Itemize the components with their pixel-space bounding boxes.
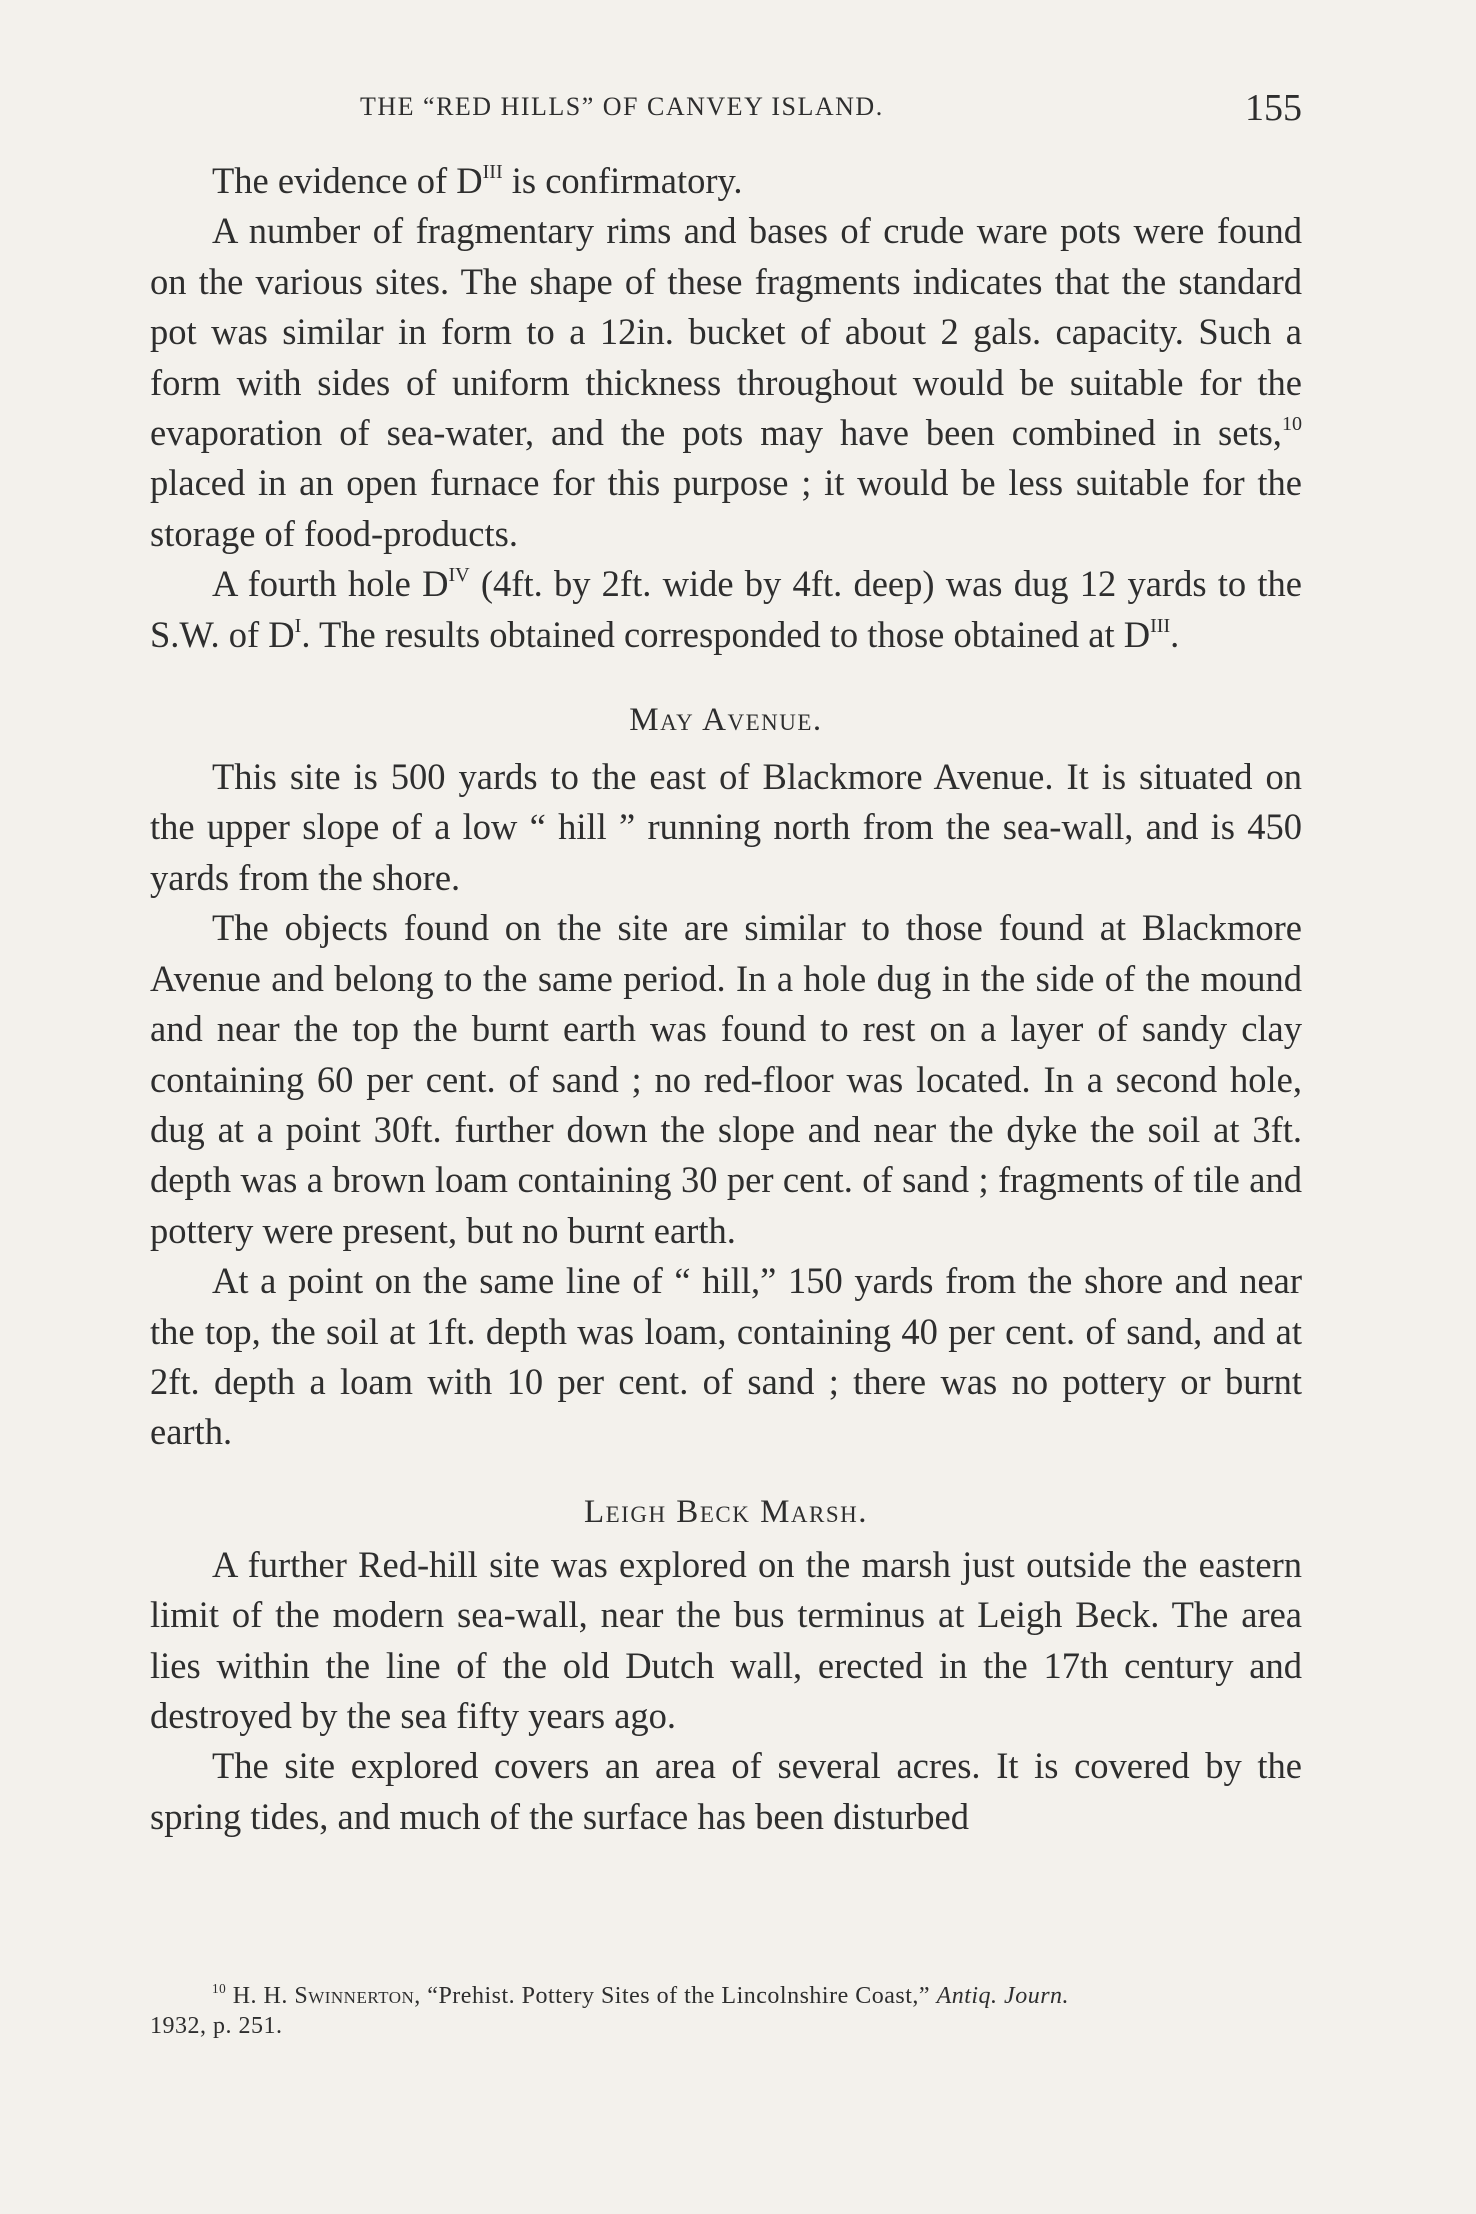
paragraph: The objects found on the site are similar to those found at Blackmore Avenue and belong to the same period. In a hole dug in the side of the mound and near the top the burnt earth was found to rest on a layer of sandy clay containing 60 per cent. of sand ; no red-floor was located. In a second hole, dug at a point 30ft. further down the slope and near the dyke the soil at 3ft. depth was a brown loam containing 30 per cent. of sand ; fragments of tile and pottery were present, but no burnt earth.	[150, 907, 1302, 1251]
footnote-journal: Antiq. Journ.	[936, 1983, 1070, 2009]
section-heading-leigh-beck-marsh: Leigh Beck Marsh.	[583, 1493, 869, 1530]
running-head	[150, 86, 1302, 156]
section-heading-may-avenue: May Avenue.	[629, 702, 823, 739]
superscript: IV	[448, 564, 470, 587]
footnote	[150, 1981, 1302, 2041]
footnote-author: H. H. Swinnerton,	[232, 1983, 421, 2009]
paragraph	[150, 156, 1302, 206]
text-run: is confirmatory.	[502, 160, 743, 201]
paragraph: At a point on the same line of “ hill,” 150 yards from the shore and near the top, the soil at 1ft. depth was loam, containing 40 per cent. of sand, and at 2ft. depth a loam with 10 per cent. of sand ; there was no pottery or burnt earth.	[150, 1260, 1302, 1453]
paragraph: A further Red-hill site was explored on the marsh just outside the eastern limit of the modern sea-wall, near the bus terminus at Leigh Beck. The area lies within the line of the old Dutch wall, erected in the 17th century and destroyed by the sea fifty years ago.	[150, 1543, 1302, 1736]
paragraph	[150, 206, 1302, 559]
footnote-title: “Prehist. Pottery Sites of the Lincolnshire Coast,”	[420, 1983, 937, 2009]
text-run: The evidence of D	[212, 160, 483, 201]
body-text	[150, 156, 1302, 1842]
running-title: THE “RED HILLS” OF CANVEY ISLAND.	[360, 92, 884, 121]
superscript: III	[1150, 614, 1171, 637]
paragraph	[150, 559, 1302, 660]
paragraph: The site explored covers an area of several acres. It is covered by the spring tides, and much of the surface has been disturbed	[150, 1745, 1302, 1837]
page-number: 155	[1245, 87, 1302, 129]
text-run: . The results obtained corresponded to those obtained at D	[301, 613, 1151, 655]
superscript: I	[294, 614, 302, 637]
footnote-ref[interactable]: 10	[1281, 412, 1302, 435]
text-run: A fourth hole D	[212, 563, 449, 605]
text-run: .	[1170, 613, 1180, 655]
footnote-number: 10	[212, 1981, 227, 1997]
page	[150, 86, 1302, 2126]
paragraph: This site is 500 yards to the east of Blackmore Avenue. It is situated on the upper slope of a low “ hill ” running north from the sea-wall, and is 450 yards from the shore.	[150, 756, 1302, 898]
text-run: (4ft. by 2ft. wide by 4ft. deep) was dug 12 yards to the S.W. of D	[150, 563, 1302, 655]
superscript: III	[482, 160, 503, 183]
footnote-text	[150, 1981, 1302, 2011]
text-run: placed in an open furnace for this purpose ; it would be less suitable for the storage of food-products.	[150, 462, 1302, 554]
footnote-details: 1932, p. 251.	[150, 2013, 283, 2039]
text-run: A number of fragmentary rims and bases of crude ware pots were found on the various sites. The shape of these fragments indicates that the standard pot was similar in form to a 12in. bucket of about 2 gals. capacity. Such a form with sides of uniform thickness throughout would be suitable for the evaporation of sea-water, and the pots may have been combined in sets,	[150, 210, 1302, 454]
